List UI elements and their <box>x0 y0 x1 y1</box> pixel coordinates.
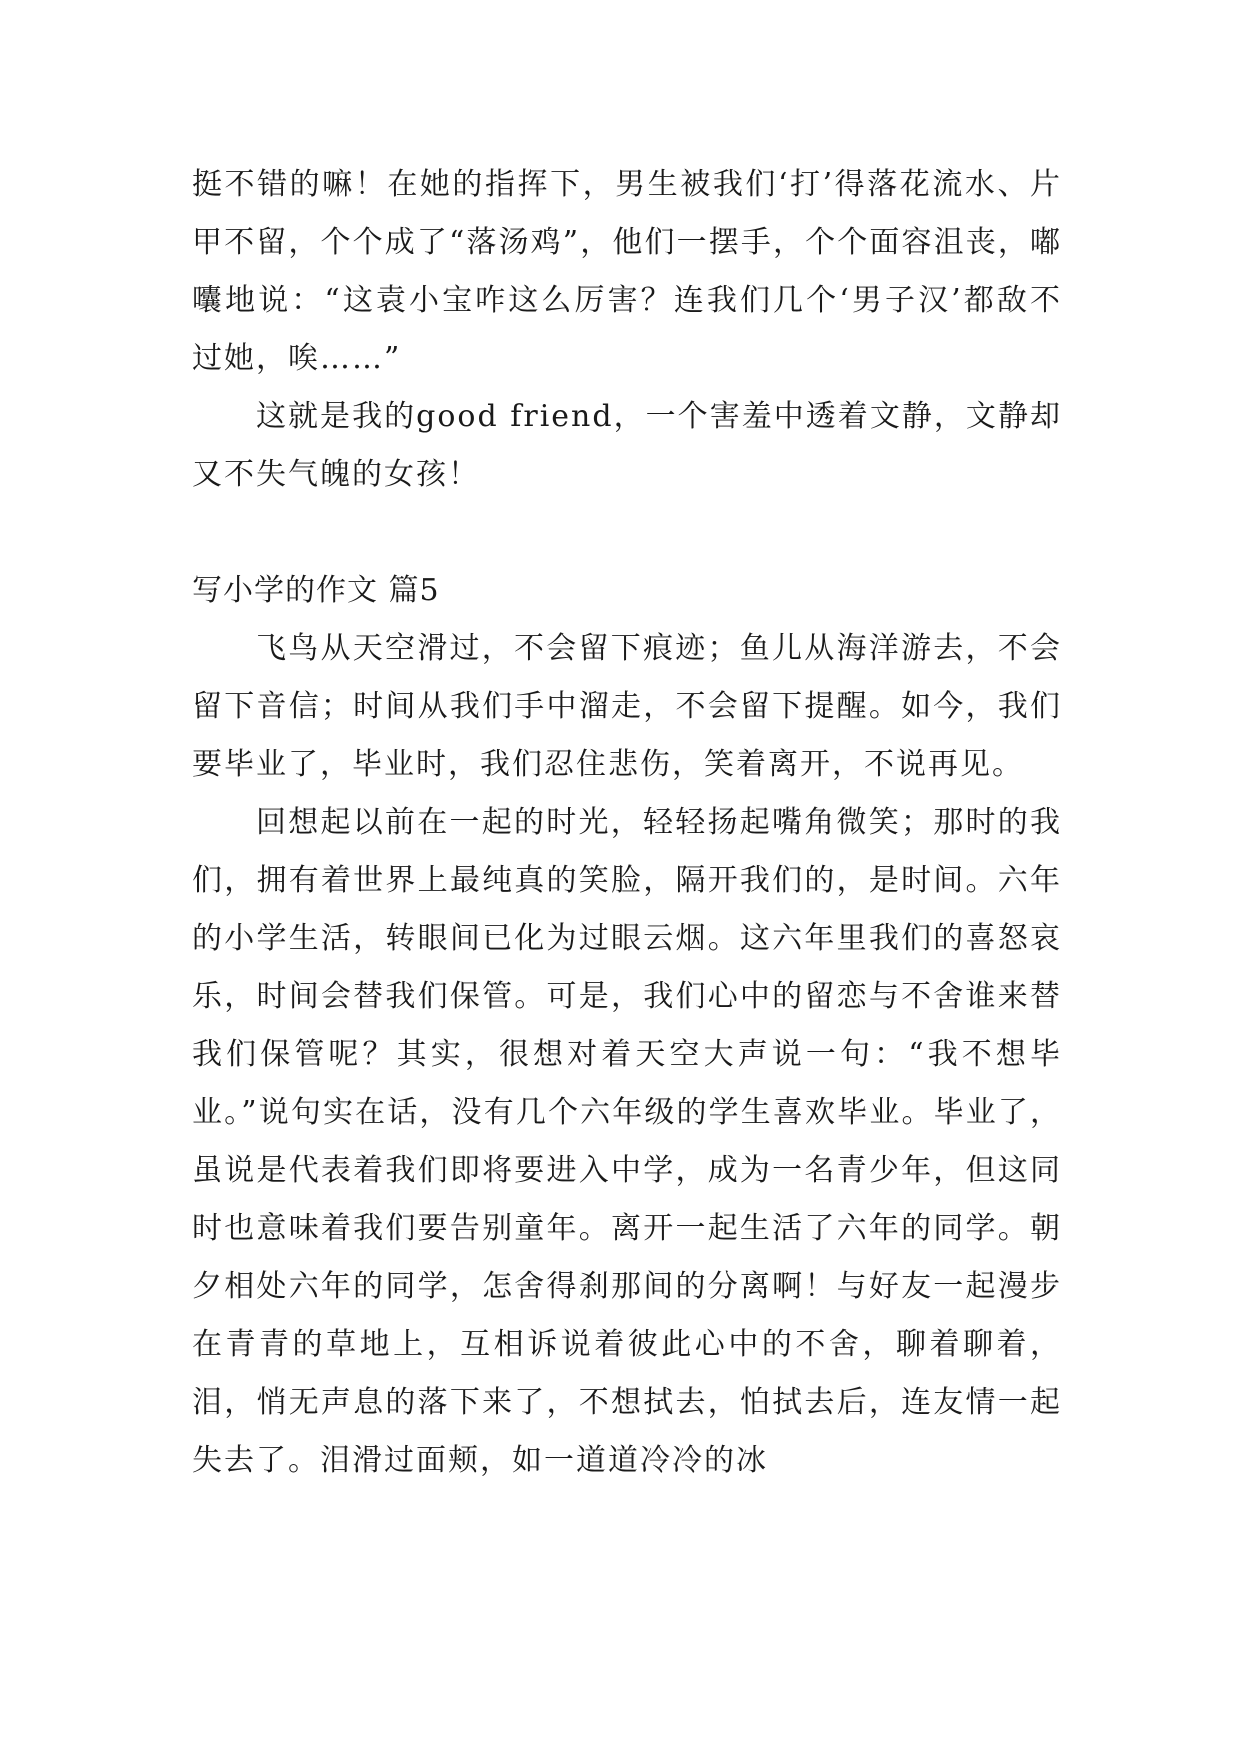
document-page <box>192 156 1062 1490</box>
section-heading: 写小学的作文 篇5 <box>192 573 440 608</box>
paragraph-birds: 飞鸟从天空滑过，不会留下痕迹；鱼儿从海洋游去，不会留下音信；时间从我们手中溜走，不会留下提醒。如今，我们要毕业了，毕业时，我们忍住悲伤，笑着离开，不说再见。 <box>192 631 1062 782</box>
paragraph-continued: 挺不错的嘛！在她的指挥下，男生被我们‘打’得落花流水、片甲不留，个个成了“落汤鸡”，他们一摆手，个个面容沮丧，嘟囔地说：“这袁小宝咋这么厉害？连我们几个‘男子汉’都敌不过她，唉……” <box>192 167 1062 376</box>
paragraph-good-friend: 这就是我的good friend，一个害羞中透着文静，文静却又不失气魄的女孩！ <box>192 399 1062 492</box>
paragraph-memories: 回想起以前在一起的时光，轻轻扬起嘴角微笑；那时的我们，拥有着世界上最纯真的笑脸，隔开我们的，是时间。六年的小学生活，转眼间已化为过眼云烟。这六年里我们的喜怒哀乐，时间会替我们保管。可是，我们心中的留恋与不舍谁来替我们保管呢？其实，很想对着天空大声说一句：“我不想毕业。”说句实在话，没有几个六年级的学生喜欢毕业。毕业了，虽说是代表着我们即将要进入中学，成为一名青少年，但这同时也意味着我们要告别童年。离开一起生活了六年的同学。朝夕相处六年的同学，怎舍得刹那间的分离啊！与好友一起漫步在青青的草地上，互相诉说着彼此心中的不舍，聊着聊着，泪，悄无声息的落下来了，不想拭去，怕拭去后，连友情一起失去了。泪滑过面颊，如一道道冷冷的冰 <box>192 805 1062 1478</box>
